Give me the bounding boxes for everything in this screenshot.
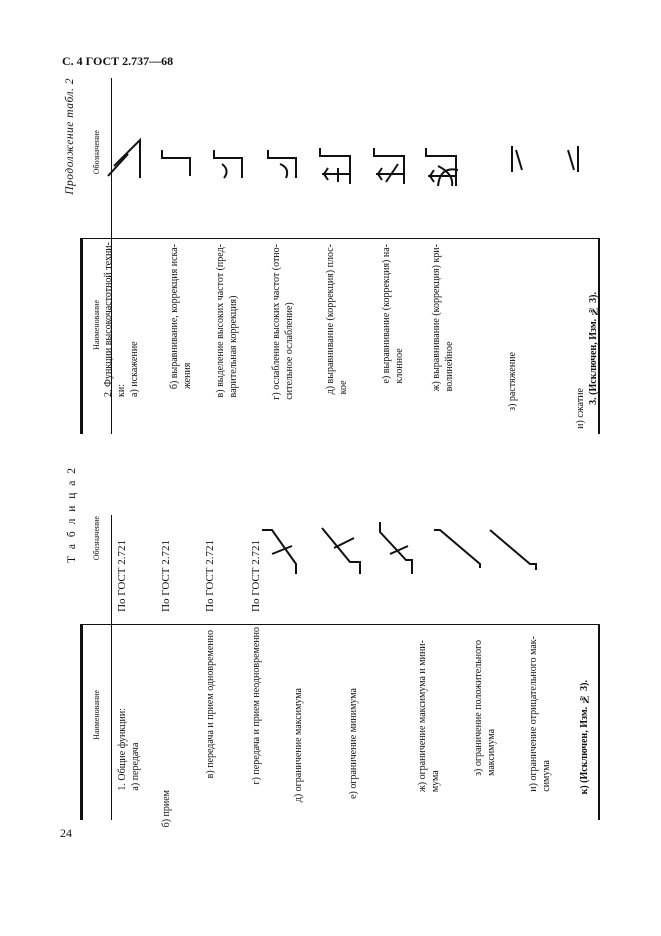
row-name-excluded: 3. (Исключен, Изм. № 3). [588,292,599,405]
curved-equalization-icon [424,148,462,186]
right-table-column-rule [80,238,600,239]
row-name-excluded: к) (Исключен, Изм. № 3). [579,680,590,795]
table-caption-continued: Продолжение табл. 2 [64,78,76,195]
limit-max-icon [262,530,302,574]
left-table-header-rule [111,515,112,820]
expansion-icon [510,146,524,172]
pre-emphasis-icon [212,150,248,178]
row-designation: По ГОСТ 2.721 [250,540,262,612]
row-name: в) передача и прием одновременно [205,630,216,779]
row-name: и) ограничение отрицательного мак- симума [528,636,552,792]
column-header-designation: Обозначение [92,516,101,561]
limit-negative-max-icon [490,530,540,572]
distortion-icon [106,138,144,178]
left-table-column-rule [80,624,600,625]
row-name: 1. Общие функции: а) передача [117,708,141,791]
row-name: б) прием [161,790,172,828]
column-header-name: Наименование [92,300,101,350]
row-designation: По ГОСТ 2.721 [204,540,216,612]
row-name: з) ограничение положительного максимума [473,640,497,776]
de-emphasis-icon [266,150,302,178]
row-designation: По ГОСТ 2.721 [116,540,128,612]
limit-min-icon [322,528,364,574]
row-name: д) выравнивание (коррекция) плос- кое [325,244,349,395]
row-name: и) сжатие [575,388,586,429]
limit-positive-max-icon [434,530,484,568]
table-caption: Т а б л и ц а 2 [66,466,78,564]
row-name: г) передача и прием неодновременно [251,627,262,785]
row-designation: По ГОСТ 2.721 [160,540,172,612]
row-name: 2. Функции высокочастотной техни- ки: а) искажение [103,242,140,397]
row-name: г) ослабление высоких частот (отно- сительное ослабление) [271,244,295,400]
row-name: з) растяжение [507,352,518,411]
running-title: С. 4 ГОСТ 2.737—68 [62,54,174,68]
left-table-bottom-rule [598,624,600,820]
row-name: б) выравнивание, коррекция иска- жения [169,244,193,390]
row-name: в) выделение высоких частот (пред- варительная коррекция) [215,244,239,398]
row-name: е) выравнивание (коррекция) на- клонное [381,244,405,384]
right-table-top-rule [80,238,83,434]
sloped-equalization-icon [372,148,408,184]
column-header-designation: Обозначение [92,130,101,175]
row-name: ж) выравнивание (коррекция) кри- волинейное [431,244,455,392]
row-name: д) ограничение максимума [293,688,304,803]
column-header-name: Наименование [92,690,101,740]
row-name: ж) ограничение максимума и мини- мума [417,640,441,793]
limit-max-min-icon [376,522,416,574]
row-name: е) ограничение минимума [348,688,359,799]
flat-equalization-icon [318,148,354,184]
page-number: 24 [60,826,72,840]
compression-icon [566,146,580,172]
left-table-top-rule [80,624,83,820]
equalization-icon [160,150,194,176]
